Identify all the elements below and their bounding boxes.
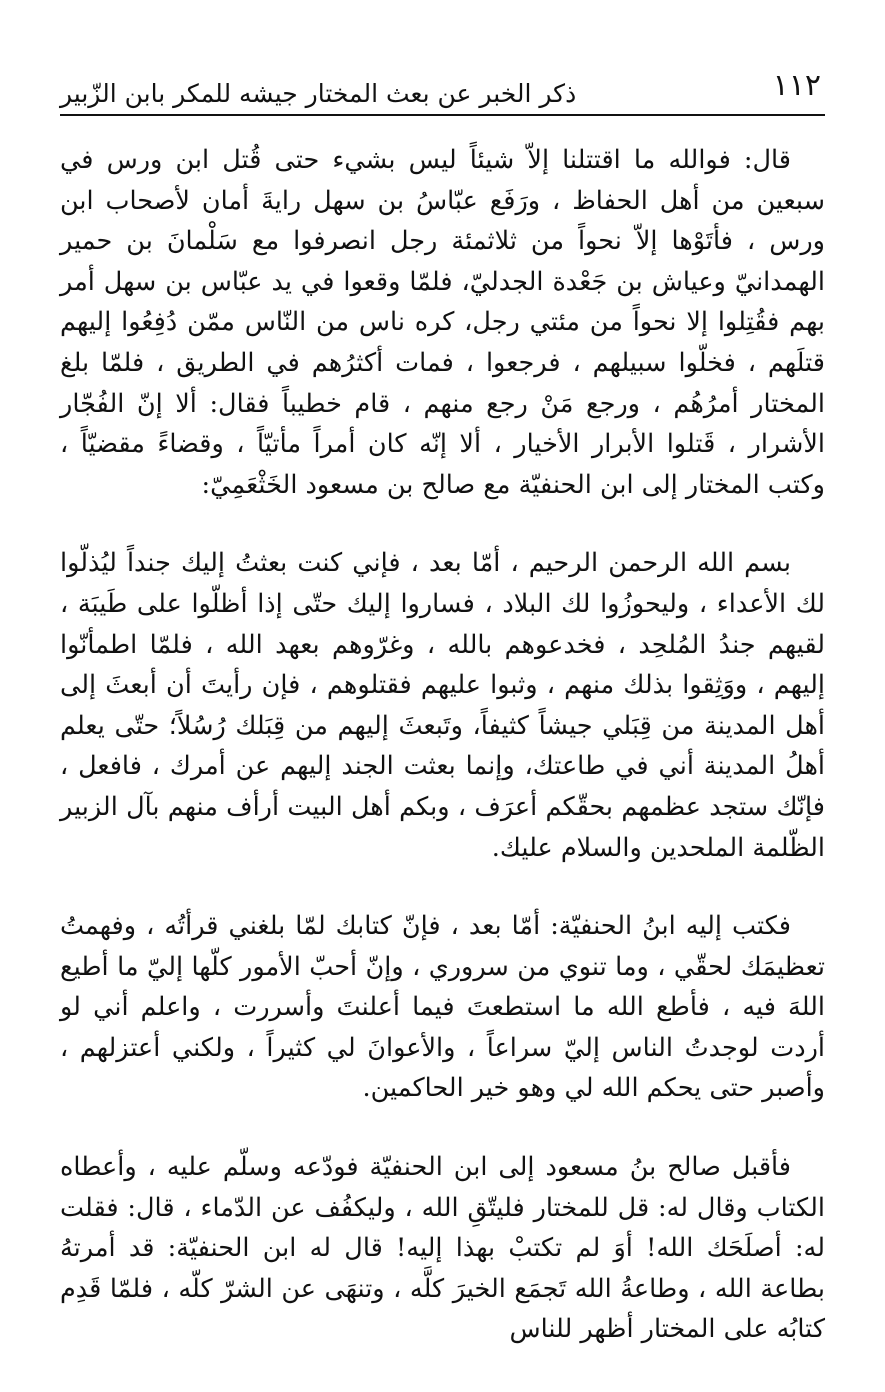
running-title: ذكر الخبر عن بعث المختار جيشه للمكر بابن الزّبير (60, 79, 577, 108)
page-header (60, 62, 825, 116)
paragraph-salih-departure: فأقبل صالح بنُ مسعود إلى ابن الحنفيّة فودّعه وسلّم عليه ، وأعطاه الكتاب وقال له: قل للمختار فليتّقِ الله ، وليكفُف عن الدّماء ، قال: فقلت له: أصلَحَك الله! أوَ لم تكتبْ بهذا إليه! قال له ابن الحنفيّة: قد أمرتهُ بطاعة الله ، وطاعةُ الله تَجمَع الخيرَ كلَّه ، وتنهَى عن الشرّ كلّه ، فلمّا قَدِم كتابُه على المختار أظهر للناس (60, 1152, 825, 1345)
page-number: ١١٢ (772, 68, 821, 103)
paragraph-ibn-hanafiyya-reply: فكتب إليه ابنُ الحنفيّة: أمّا بعد ، فإنّ كتابك لمّا بلغني قرأتُه ، وفهمتُ تعظيمَك لحقّي ، وما تنوي من سروري ، وإنّ أحبّ الأمور كلّها إليّ ما أطيع اللهَ فيه ، فأطع الله ما استطعتَ فيما أعلنتَ وأسررت ، واعلم أني لو أردت لوجدتُ الناس إليّ سراعاً ، والأعوانَ لي كثيراً ، ولكني أعتزلهم ، وأصبر حتى يحكم الله لي وهو خير الحاكمين. (60, 911, 825, 1104)
paragraph-mukhtar-letter: بسم الله الرحمن الرحيم ، أمّا بعد ، فإني كنت بعثتُ إليك جنداً ليُذلّوا لك الأعداء ، وليحوزُوا لك البلاد ، فساروا إليك حتّى إذا أظلّوا على طَيبَة ، لقيهم جندُ المُلحِد ، فخدعوهم بالله ، وغرّوهم بعهد الله ، فلمّا اطمأنّوا إليهم ، ووَثِقوا بذلك منهم ، وثبوا عليهم فقتلوهم ، فإن رأيتَ أن أبعثَ إلى أهل المدينة من قِبَلي جيشاً كثيفاً، وتَبعثَ إليهم من قِبَلك رُسُلاً؛ حتّى يعلم أهلُ المدينة أني في طاعتك، وإنما بعثت الجند إليهم عن أمرك ، فافعل ، فإنّك ستجد عظمهم بحقّكم أعرَف ، وبكم أهل البيت أرأف منهم بآل الزبير الظّلمة الملحدين والسلام عليك. (60, 548, 825, 863)
paragraph-battle-account: قال: فوالله ما اقتتلنا إلاّ شيئاً ليس بشيء حتى قُتل ابن ورس في سبعين من أهل الحفاظ ، ورَفَع عبّاسُ بن سهل رايةَ أمان لأصحاب ابن ورس ، فأتَوْها إلاّ نحواً من ثلاثمئة رجل انصرفوا مع سَلْمانَ بن حمير الهمدانيّ وعياش بن جَعْدة الجدليّ، فلمّا وقعوا في يد عبّاس بن سهل أمر بهم فقُتِلوا إلا نحواً من مئتي رجل، كره ناس من النّاس ممّن دُفِعُوا إليهم قتلَهم ، فخلّوا سبيلهم ، فرجعوا ، فمات أكثرُهم في الطريق ، فلمّا بلغ المختار أمرُهُم ، ورجع مَنْ رجع منهم ، قام خطيباً فقال: ألا إنّ الفُجّار الأشرار ، قَتلوا الأبرار الأخيار ، ألا إنّه كان أمراً مأتيّاً ، وقضاءً مقضيّاً ، وكتب المختار إلى ابن الحنفيّة مع صالح بن مسعود الخَثْعَمِيّ: (60, 145, 825, 500)
page-body (60, 140, 825, 1388)
